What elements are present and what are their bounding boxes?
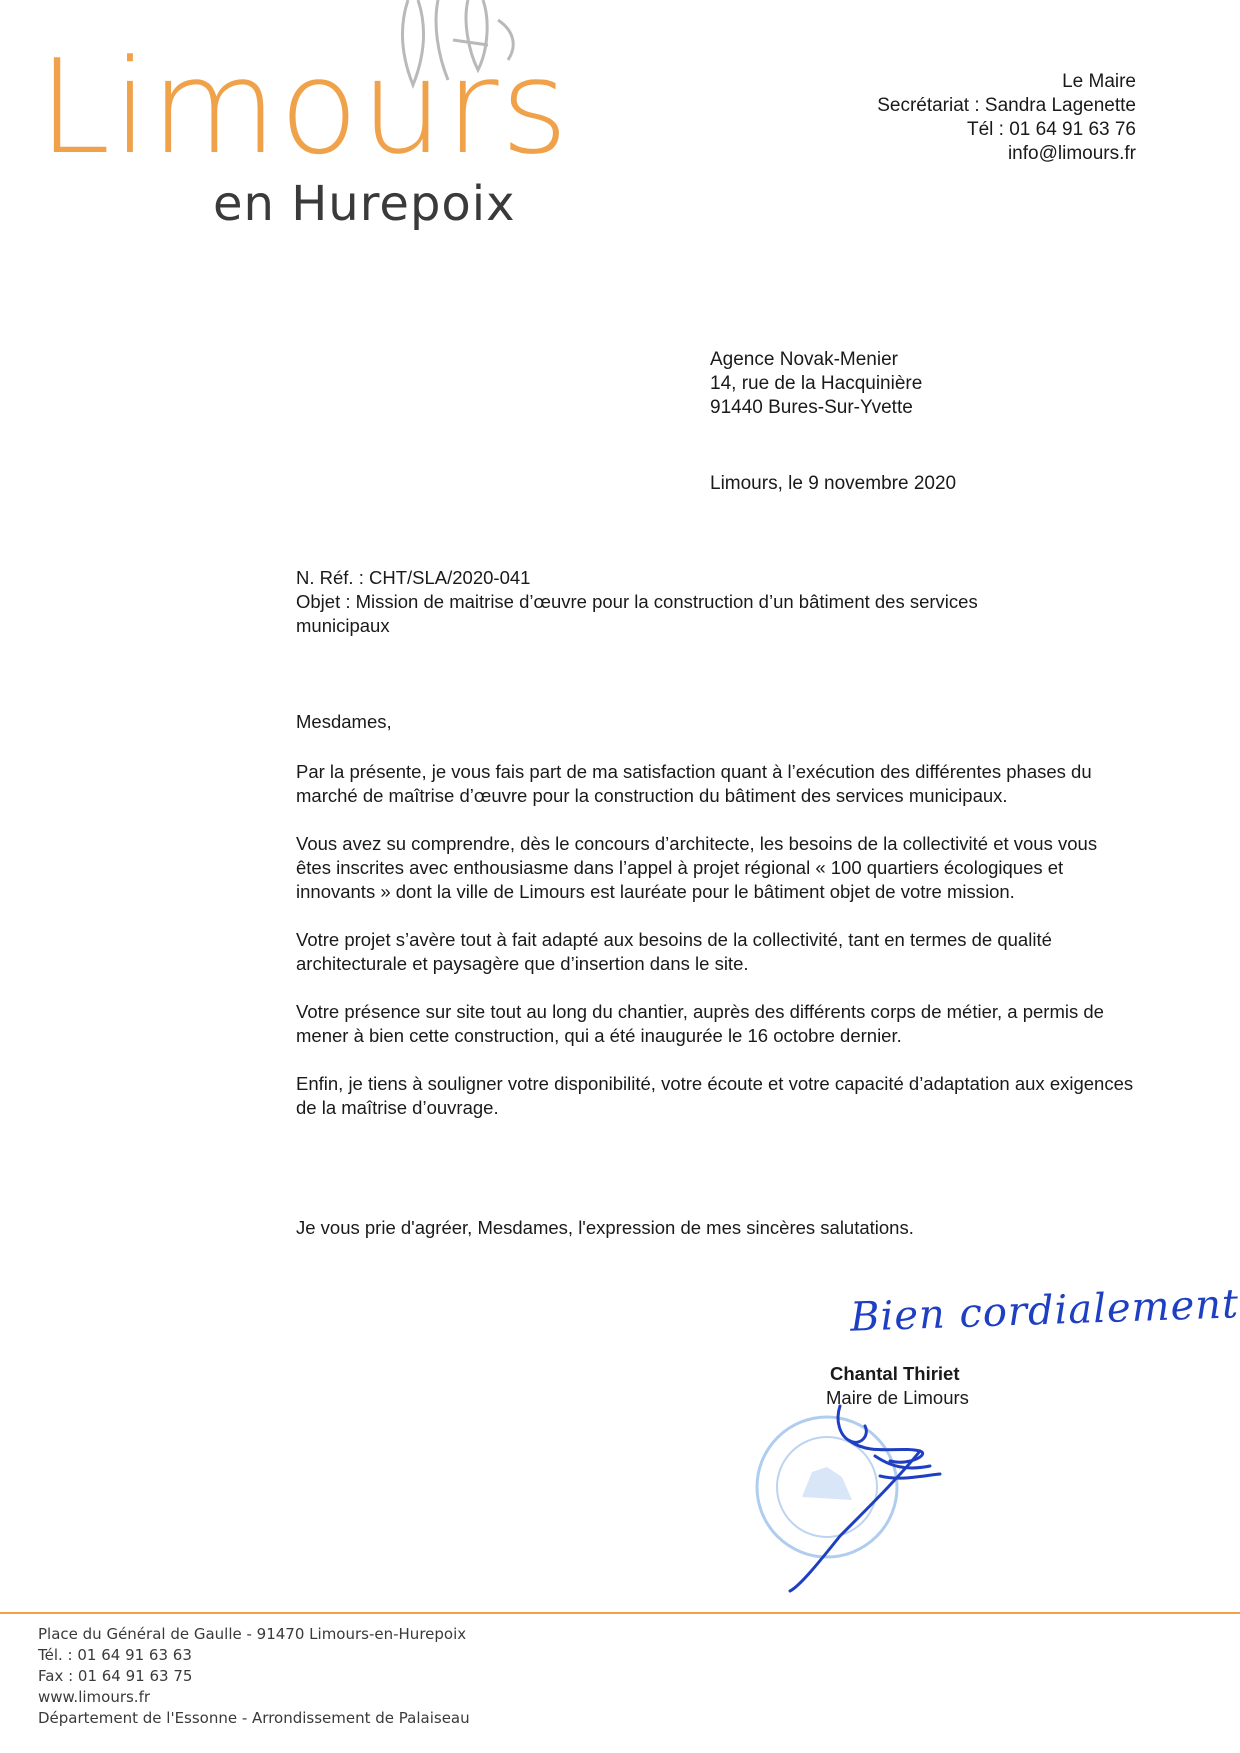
footer-department: Département de l'Essonne - Arrondissement de Palaiseau [38,1709,470,1727]
sender-email: info@limours.fr [1007,143,1136,164]
reference-block [296,566,1096,638]
object-line: municipaux [296,615,390,636]
recipient-address [710,348,922,420]
signature-icon [780,1396,1000,1596]
body-paragraph: Votre projet s’avère tout à fait adapté aux besoins de la collectivité, tant en termes de qualité architecturale et paysagère que d’insertion dans le site. [296,929,1052,974]
letter-body [296,710,1136,1144]
sender-line: Le Maire [1062,71,1136,92]
sender-block [877,70,1136,166]
logo-subtitle: en Hurepoix [213,176,516,232]
body-paragraph: Par la présente, je vous fais part de ma satisfaction quant à l’exécution des différentes phases du marché de maîtrise d’œuvre pour la construction du bâtiment des services municipaux. [296,761,1092,806]
sender-line: Tél : 01 64 91 63 76 [966,119,1136,140]
logo-wordmark: Limours [38,31,571,183]
footer [38,1624,470,1729]
recipient-line: 14, rue de la Hacquinière [710,373,923,394]
handwritten-note: Bien cordialement [849,1281,1240,1341]
body-paragraph: Votre présence sur site tout au long du chantier, auprès des différents corps de métier, a permis de mener à bien cette construction, qui a été inaugurée le 16 octobre dernier. [296,1001,1104,1046]
body-paragraph: Enfin, je tiens à souligner votre disponibilité, votre écoute et votre capacité d’adaptation aux exigences de la maîtrise d’ouvrage. [296,1073,1134,1118]
signer-name: Chantal Thiriet [830,1363,960,1384]
sender-line: Secrétariat : Sandra Lagenette [877,95,1136,116]
footer-divider [0,1612,1240,1614]
footer-website: www.limours.fr [38,1688,151,1706]
body-paragraph: Vous avez su comprendre, dès le concours d’architecte, les besoins de la collectivité et vous vous êtes inscrites avec enthousiasme dans l’appel à projet régional « 100 quartiers écologiques et innovants » dont la ville de Limours est lauréate pour le bâtiment objet de votre mission. [296,833,1098,902]
footer-address: Place du Général de Gaulle - 91470 Limours-en-Hurepoix [38,1625,467,1643]
reference-number: N. Réf. : CHT/SLA/2020-041 [296,567,531,588]
closing-formula: Je vous prie d'agréer, Mesdames, l'expression de mes sincères salutations. [296,1217,914,1238]
footer-phone: Tél. : 01 64 91 63 63 [38,1646,192,1664]
signer-title: Maire de Limours [826,1387,969,1408]
recipient-line: Agence Novak-Menier [710,349,898,370]
place-date: Limours, le 9 novembre 2020 [710,473,957,494]
object-line: Objet : Mission de maitrise d’œuvre pour la construction d’un bâtiment des services [296,591,978,612]
recipient-line: 91440 Bures-Sur-Yvette [710,397,913,418]
salutation: Mesdames, [296,711,392,732]
footer-fax: Fax : 01 64 91 63 75 [38,1667,193,1685]
